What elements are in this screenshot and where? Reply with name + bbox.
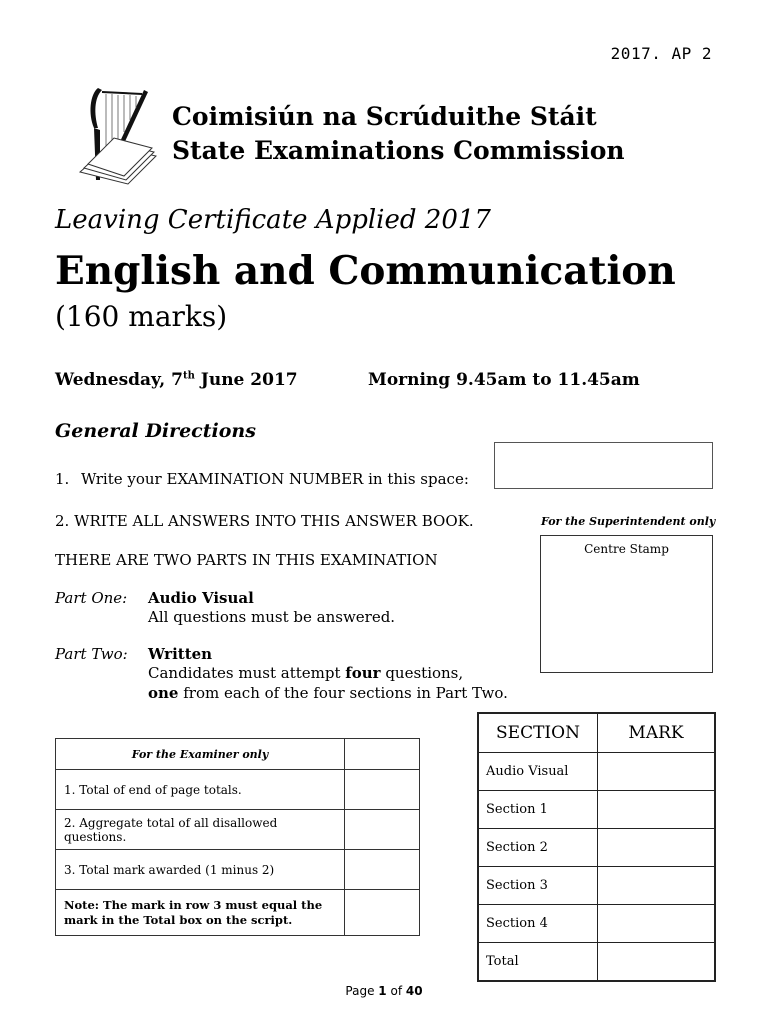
page-number: 1 xyxy=(378,984,387,998)
part-two-text-1 xyxy=(148,664,463,682)
exam-day: Wednesday, 7 xyxy=(55,370,183,390)
exam-day-suffix: th xyxy=(182,370,195,382)
section-mark-cell[interactable] xyxy=(598,791,716,829)
direction-1-number: 1. xyxy=(55,470,70,488)
examiner-table-header: For the Examiner only xyxy=(56,739,345,770)
examiner-row-mark[interactable] xyxy=(345,770,420,810)
examiner-note-mark[interactable] xyxy=(345,890,420,936)
part-two-text-1c: questions, xyxy=(380,664,464,682)
exam-marks: (160 marks) xyxy=(55,300,228,333)
examiner-row-label: 3. Total mark awarded (1 minus 2) xyxy=(56,850,345,890)
centre-stamp-box xyxy=(540,535,713,673)
section-mark-cell[interactable] xyxy=(598,943,716,982)
page-total: 40 xyxy=(405,984,423,998)
section-row-label: Section 2 xyxy=(478,829,598,867)
part-one-text: All questions must be answered. xyxy=(148,608,396,626)
part-two-title: Written xyxy=(148,645,213,663)
examiner-row-mark[interactable] xyxy=(345,810,420,850)
section-row-label: Section 3 xyxy=(478,867,598,905)
section-mark-table xyxy=(477,712,716,982)
section-mark-cell[interactable] xyxy=(598,867,716,905)
org-name-english: State Examinations Commission xyxy=(172,136,625,165)
exam-date xyxy=(55,370,298,390)
section-row-label: Section 1 xyxy=(478,791,598,829)
part-two-text-2 xyxy=(148,684,508,702)
examiner-row-label: 2. Aggregate total of all disallowed questions. xyxy=(56,810,345,850)
part-one-label: Part One: xyxy=(55,589,128,607)
paper-code: 2017. AP 2 xyxy=(610,44,712,63)
mark-column-header: MARK xyxy=(598,713,716,753)
direction-2: 2. WRITE ALL ANSWERS INTO THIS ANSWER BOOK. xyxy=(55,512,474,530)
examination-number-field[interactable] xyxy=(494,442,713,489)
part-two-text-1a: Candidates must attempt xyxy=(148,664,346,682)
part-two-text-2a: one xyxy=(148,684,179,702)
section-row-label: Section 4 xyxy=(478,905,598,943)
examiner-note: Note: The mark in row 3 must equal the mark in the Total box on the script. xyxy=(56,890,345,936)
exam-subject: English and Communication xyxy=(55,248,676,294)
section-row-label: Audio Visual xyxy=(478,753,598,791)
centre-stamp-label: Centre Stamp xyxy=(584,542,669,556)
section-mark-cell[interactable] xyxy=(598,905,716,943)
exam-level: Leaving Certificate Applied 2017 xyxy=(55,205,491,235)
part-two-label: Part Two: xyxy=(55,645,128,663)
directions-heading: General Directions xyxy=(55,420,256,442)
part-two-text-1b: four xyxy=(345,664,381,682)
examiner-table xyxy=(55,738,420,936)
org-name-irish: Coimisiún na Scrúduithe Stáit xyxy=(172,102,597,131)
harp-logo xyxy=(76,84,160,188)
exam-session: Morning 9.45am to 11.45am xyxy=(368,370,640,390)
section-mark-cell[interactable] xyxy=(598,753,716,791)
examiner-header-blank xyxy=(345,739,420,770)
part-one-title: Audio Visual xyxy=(148,589,254,607)
examiner-row-mark[interactable] xyxy=(345,850,420,890)
direction-1 xyxy=(55,470,469,488)
page-word: Page xyxy=(345,984,379,998)
exam-month-year: June 2017 xyxy=(194,370,298,390)
parts-line: THERE ARE TWO PARTS IN THIS EXAMINATION xyxy=(55,551,438,569)
part-two-text-2b: from each of the four sections in Part Two. xyxy=(178,684,508,702)
page-indicator xyxy=(0,984,768,998)
section-mark-cell[interactable] xyxy=(598,829,716,867)
of-word: of xyxy=(386,984,406,998)
superintendent-label: For the Superintendent only xyxy=(541,515,716,528)
direction-1-text: Write your EXAMINATION NUMBER in this space: xyxy=(81,470,469,488)
section-column-header: SECTION xyxy=(478,713,598,753)
section-row-label: Total xyxy=(478,943,598,982)
examiner-row-label: 1. Total of end of page totals. xyxy=(56,770,345,810)
